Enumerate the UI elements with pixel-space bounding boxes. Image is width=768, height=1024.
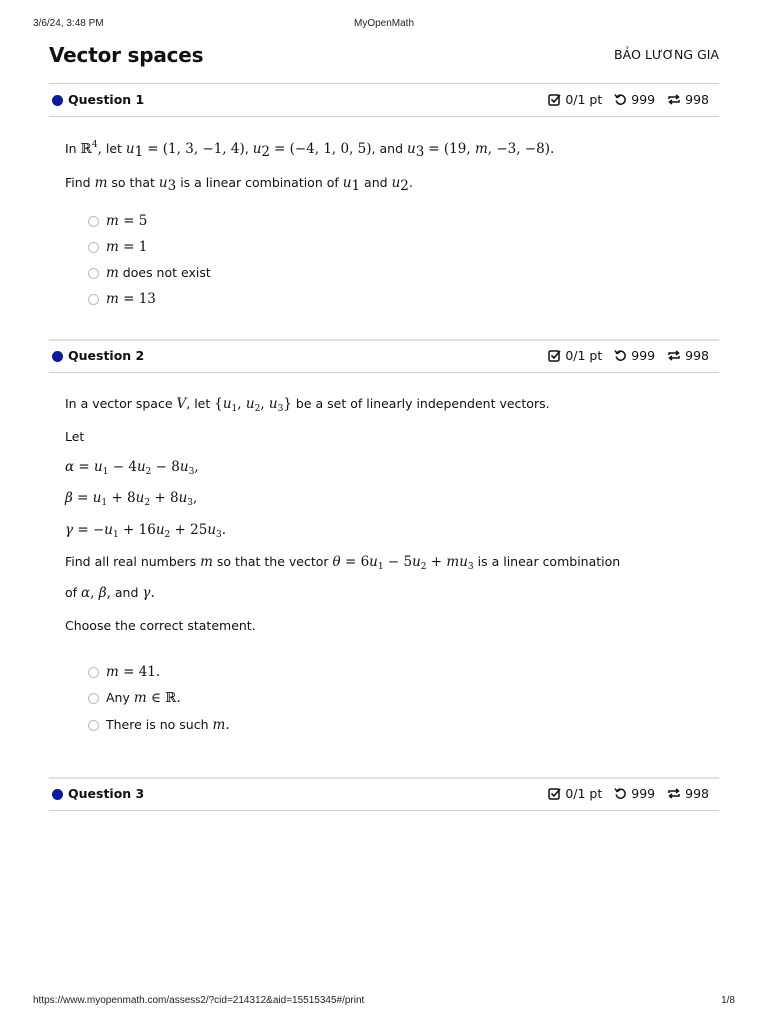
page-title: Vector spaces xyxy=(49,43,204,67)
question-meta xyxy=(548,92,709,107)
alpha-equation: $\alpha = u_1 - 4u_2 - 8u_3$, xyxy=(65,459,199,477)
question-2-choose: Choose the correct statement. xyxy=(65,618,256,633)
retries-count: 999 xyxy=(631,348,656,363)
retries-count: 999 xyxy=(631,786,656,801)
divider xyxy=(49,83,719,84)
score-text: 0/1 pt xyxy=(565,92,603,107)
question-title[interactable]: Question 3 xyxy=(68,786,145,801)
attempts-count: 998 xyxy=(685,786,709,801)
score-checkbox-icon xyxy=(548,93,561,106)
attempts-count: 998 xyxy=(685,92,709,107)
question-title[interactable]: Question 2 xyxy=(68,348,145,363)
radio-button[interactable] xyxy=(88,268,99,279)
retry-icon xyxy=(614,93,627,106)
question-2-intro: In a vector space V, let {$u_1$, $u_2$, $u_3$} be a set of linearly independent vectors. xyxy=(65,396,550,414)
option-label: m = 41. xyxy=(106,664,161,680)
radio-button[interactable] xyxy=(88,242,99,253)
divider xyxy=(49,810,719,811)
answer-option[interactable] xyxy=(88,663,160,681)
question-meta xyxy=(548,786,709,801)
question-title[interactable]: Question 1 xyxy=(68,92,145,107)
user-name: BẢO LƯƠNG GIA xyxy=(614,47,719,62)
score-text: 0/1 pt xyxy=(565,786,603,801)
retries-count: 999 xyxy=(631,92,656,107)
status-dot-icon xyxy=(52,95,63,106)
attempts-count: 998 xyxy=(685,348,709,363)
answer-option[interactable] xyxy=(88,212,147,230)
option-label: m = 1 xyxy=(106,239,148,255)
option-label: m does not exist xyxy=(106,265,211,281)
gamma-equation: $\gamma = -u_1 + 16u_2 + 25u_3$. xyxy=(65,522,227,540)
answer-option[interactable] xyxy=(88,264,211,282)
option-label: m = 5 xyxy=(106,213,148,229)
divider xyxy=(49,777,719,779)
divider xyxy=(49,116,719,117)
question-1-prompt: In ℝ$^4$, let $u_1 = (1$, 3, −1, 4), $u_2 = (-4$, 1, 0, 5), and $u_3 = (19$, m, −3, −8). xyxy=(65,140,555,160)
question-1-instruction: Find m so that $u_3$ is a linear combination of $u_1$ and $u_2$. xyxy=(65,175,413,194)
page-number: 1/8 xyxy=(721,995,735,1006)
radio-button[interactable] xyxy=(88,216,99,227)
radio-button[interactable] xyxy=(88,720,99,731)
print-timestamp: 3/6/24, 3:48 PM xyxy=(33,18,104,29)
question-3-header xyxy=(49,780,719,810)
option-label: m = 13 xyxy=(106,291,156,307)
score-checkbox-icon xyxy=(548,349,561,362)
print-footer xyxy=(0,995,768,1009)
divider xyxy=(49,339,719,341)
question-meta xyxy=(548,348,709,363)
status-dot-icon xyxy=(52,351,63,362)
retry-icon xyxy=(614,787,627,800)
radio-button[interactable] xyxy=(88,693,99,704)
retry-icon xyxy=(614,349,627,362)
option-label: Any m ∈ ℝ. xyxy=(106,690,181,706)
score-text: 0/1 pt xyxy=(565,348,603,363)
divider xyxy=(49,372,719,373)
question-2-let: Let xyxy=(65,429,85,444)
answer-option[interactable] xyxy=(88,689,181,707)
attempts-icon xyxy=(667,787,681,800)
answer-option[interactable] xyxy=(88,238,147,256)
question-2-header xyxy=(49,342,719,372)
print-site-name: MyOpenMath xyxy=(353,18,415,29)
radio-button[interactable] xyxy=(88,294,99,305)
question-2-find-cont: of α, β, and γ. xyxy=(65,585,155,601)
radio-button[interactable] xyxy=(88,667,99,678)
score-checkbox-icon xyxy=(548,787,561,800)
question-1-header xyxy=(49,86,719,116)
answer-option[interactable] xyxy=(88,290,156,308)
question-2-find: Find all real numbers m so that the vector $\theta = 6u_1 - 5u_2 + mu_3$ is a linear combination xyxy=(65,554,621,572)
option-label: There is no such m. xyxy=(106,717,230,733)
status-dot-icon xyxy=(52,789,63,800)
attempts-icon xyxy=(667,349,681,362)
print-url: https://www.myopenmath.com/assess2/?cid=214312&aid=15515345#/print xyxy=(33,995,365,1006)
beta-equation: $\beta = u_1 + 8u_2 + 8u_3$, xyxy=(65,490,198,508)
answer-option[interactable] xyxy=(88,716,230,734)
attempts-icon xyxy=(667,93,681,106)
print-header xyxy=(0,18,768,32)
